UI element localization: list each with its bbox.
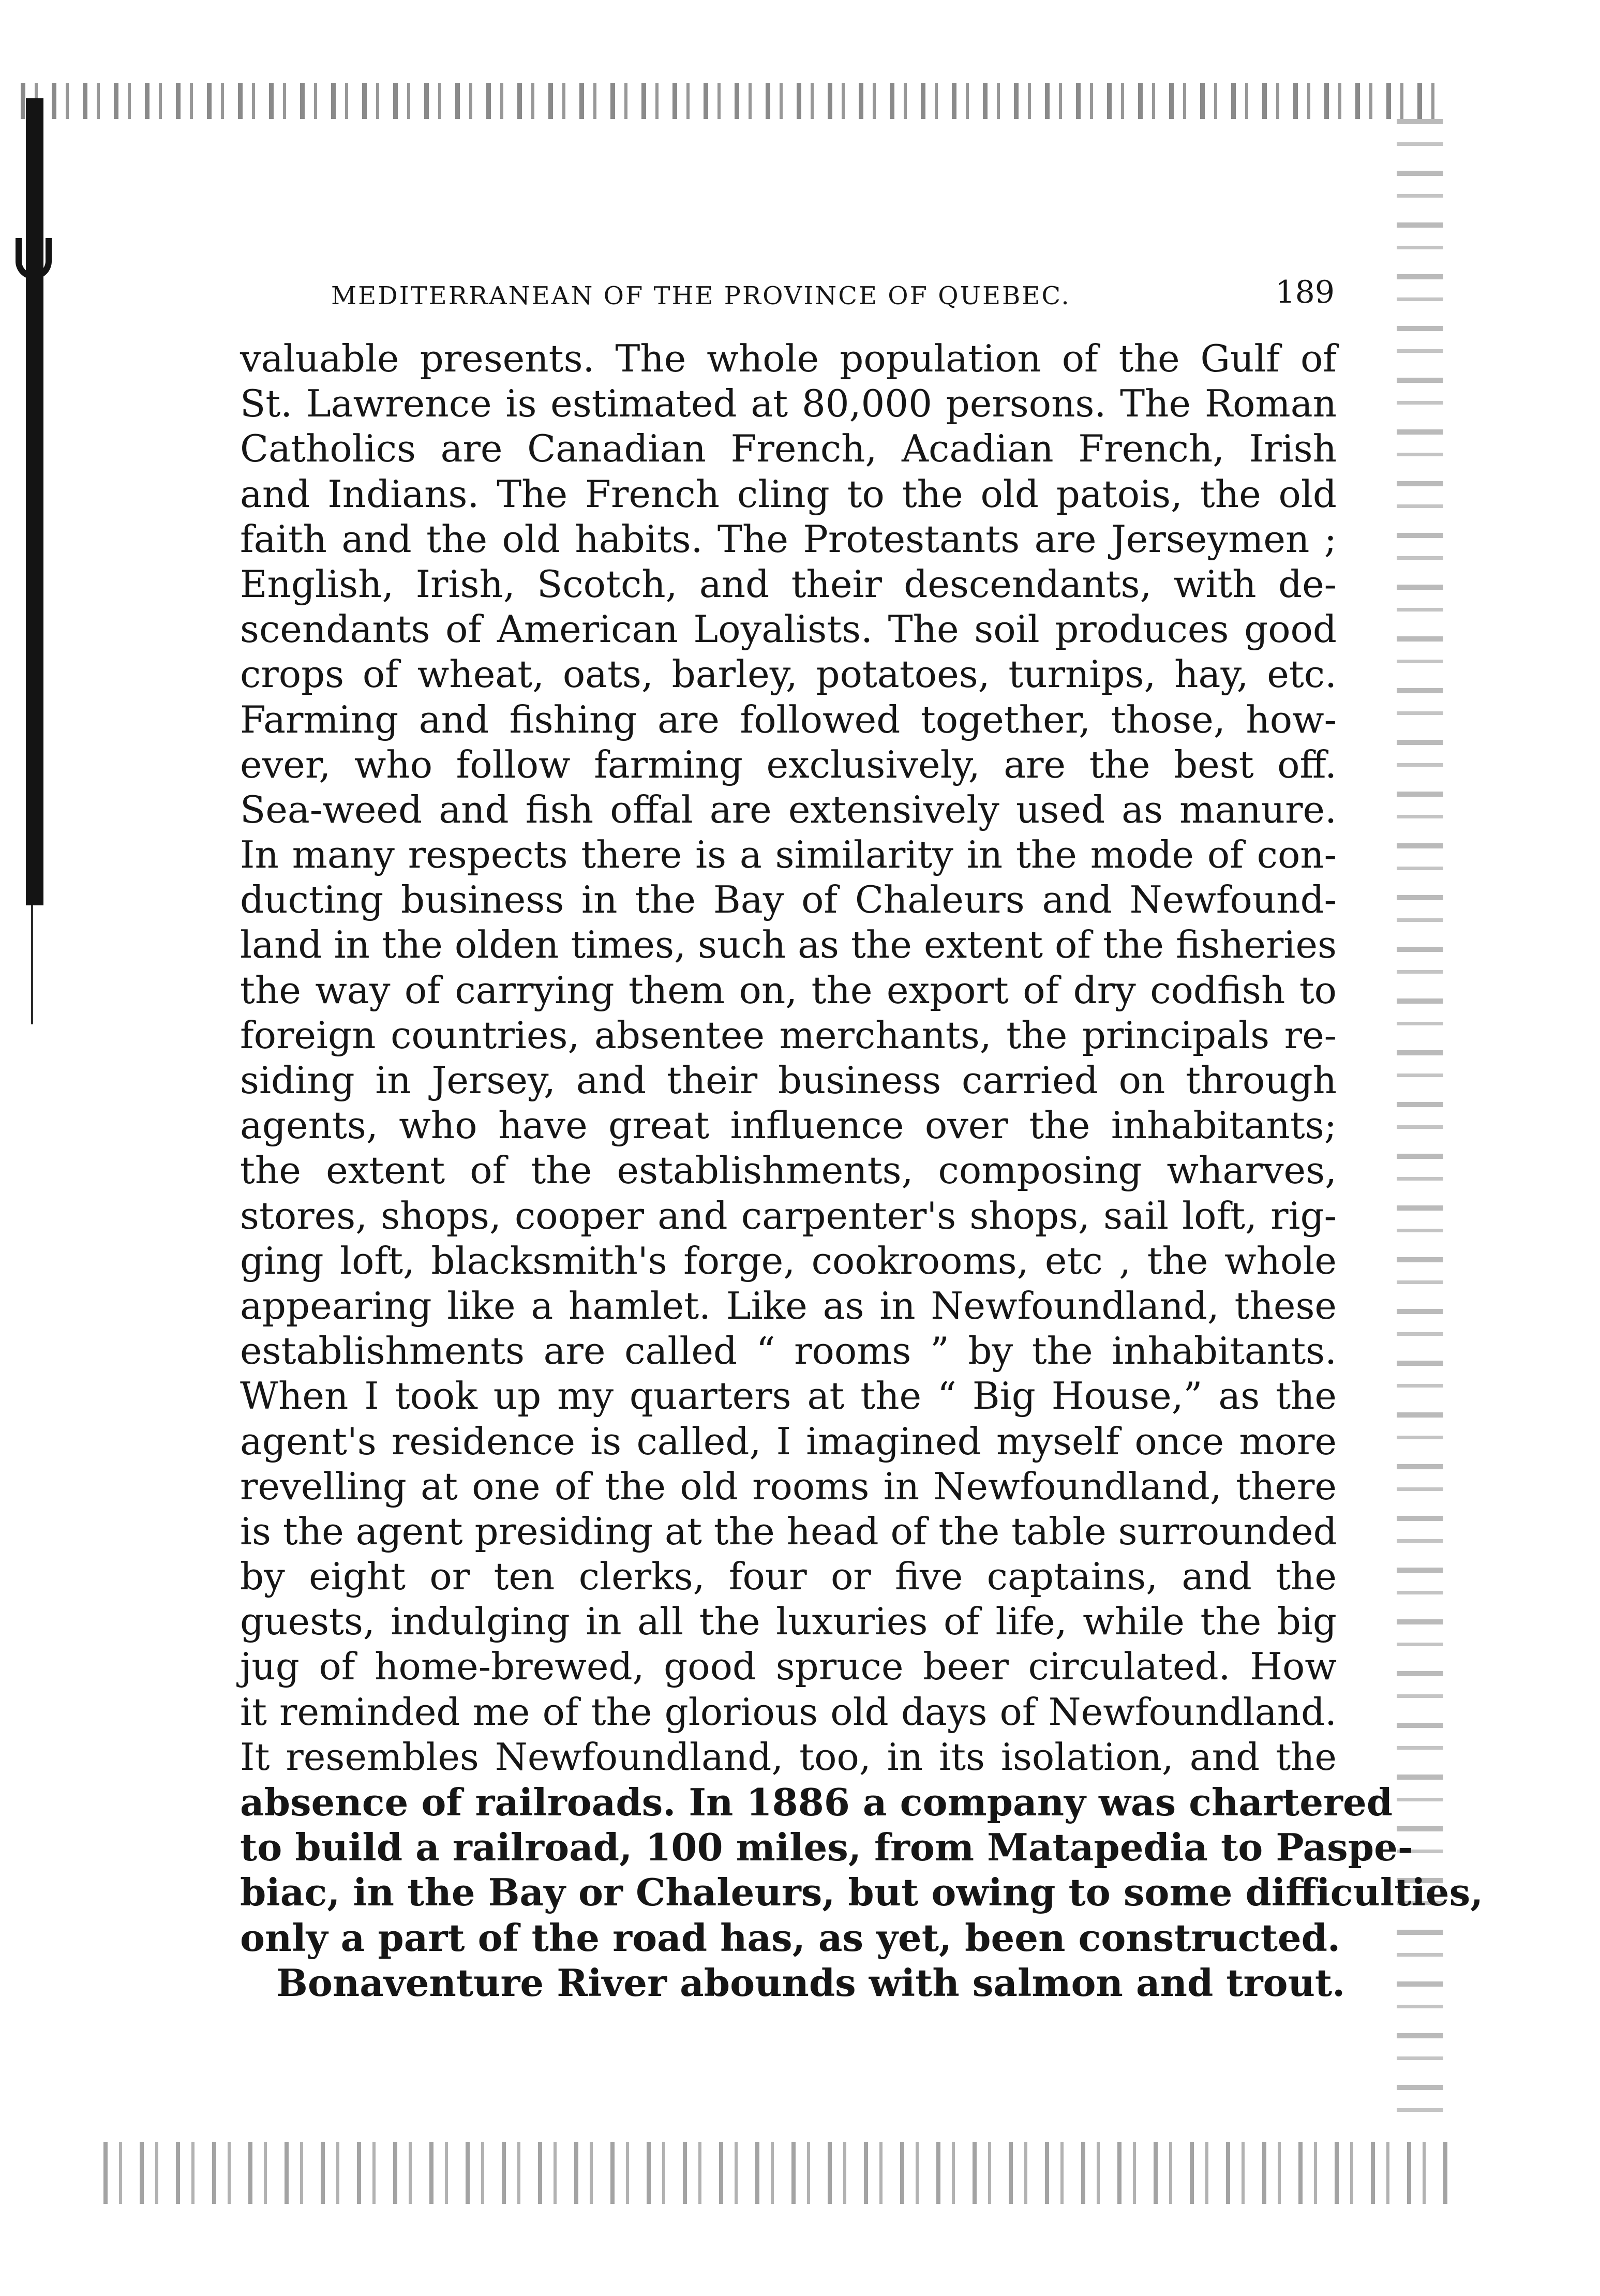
text-line: It resembles Newfoundland, too, in its isolation, and the	[240, 1735, 1337, 1779]
text-line: In many respects there is a similarity in the mode of con-	[240, 833, 1337, 877]
text-line: ging loft, blacksmith's forge, cookrooms, etc , the whole	[240, 1239, 1337, 1283]
text-line: valuable presents. The whole population of the Gulf of	[240, 337, 1337, 380]
scan-noise-bottom	[103, 2142, 1448, 2204]
text-line: and Indians. The French cling to the old patois, the old	[240, 472, 1337, 516]
binding-shadow	[26, 98, 43, 905]
running-title: MEDITERRANEAN OF THE PROVINCE OF QUEBEC.	[331, 281, 1071, 310]
text-line: stores, shops, cooper and carpenter's shops, sail loft, rig-	[240, 1194, 1337, 1238]
text-line: English, Irish, Scotch, and their descendants, with de-	[240, 562, 1337, 606]
text-line: appearing like a hamlet. Like as in Newfoundland, these	[240, 1284, 1337, 1328]
text-line: Bonaventure River abounds with salmon and trout.	[276, 1960, 1345, 2005]
text-line: Sea-weed and fish offal are extensively used as manure.	[240, 787, 1337, 831]
text-line: foreign countries, absentee merchants, the principals re-	[240, 1013, 1337, 1057]
text-line: biac, in the Bay or Chaleurs, but owing to some difficulties,	[240, 1870, 1484, 1915]
text-line: scendants of American Loyalists. The soil produces good	[240, 607, 1337, 651]
text-line: crops of wheat, oats, barley, potatoes, turnips, hay, etc.	[240, 652, 1337, 696]
text-line: only a part of the road has, as yet, been constructed.	[240, 1915, 1341, 1960]
text-line: agent's residence is called, I imagined myself once more	[240, 1419, 1337, 1463]
text-line: establishments are called “ rooms ” by the inhabitants.	[240, 1329, 1337, 1373]
scan-noise-top	[21, 83, 1448, 119]
text-line: Farming and fishing are followed together, those, how-	[240, 697, 1337, 741]
text-line: Catholics are Canadian French, Acadian French, Irish	[240, 427, 1337, 471]
text-line: revelling at one of the old rooms in Newfoundland, there	[240, 1464, 1337, 1508]
text-line: is the agent presiding at the head of the table surrounded	[240, 1509, 1337, 1553]
text-line: When I took up my quarters at the “ Big House,” as the	[240, 1374, 1337, 1418]
text-line: to build a railroad, 100 miles, from Matapedia to Paspe-	[240, 1825, 1413, 1870]
running-header	[331, 269, 1335, 310]
text-line: guests, indulging in all the luxuries of life, while the big	[240, 1600, 1337, 1644]
text-line: it reminded me of the glorious old days of Newfoundland.	[240, 1690, 1337, 1734]
body-text	[240, 336, 1484, 2005]
text-line: the way of carrying them on, the export of dry codfish to	[240, 968, 1337, 1012]
text-line: ducting business in the Bay of Chaleurs and Newfound-	[240, 878, 1337, 922]
text-line: jug of home-brewed, good spruce beer circulated. How	[240, 1645, 1337, 1689]
text-line: absence of railroads. In 1886 a company was chartered	[240, 1780, 1393, 1824]
text-line: the extent of the establishments, composing wharves,	[240, 1149, 1337, 1192]
page-number: 189	[1275, 274, 1335, 310]
text-line: St. Lawrence is estimated at 80,000 persons. The Roman	[240, 382, 1337, 426]
text-line: by eight or ten clerks, four or five captains, and the	[240, 1555, 1337, 1599]
binding-hook	[16, 238, 52, 279]
text-line: siding in Jersey, and their business carried on through	[240, 1058, 1337, 1102]
text-line: agents, who have great influence over the inhabitants;	[240, 1104, 1337, 1147]
text-line: faith and the old habits. The Protestants are Jerseymen ;	[240, 517, 1337, 561]
text-line: land in the olden times, such as the extent of the fisheries	[240, 923, 1337, 967]
text-line: ever, who follow farming exclusively, are the best off.	[240, 742, 1337, 786]
